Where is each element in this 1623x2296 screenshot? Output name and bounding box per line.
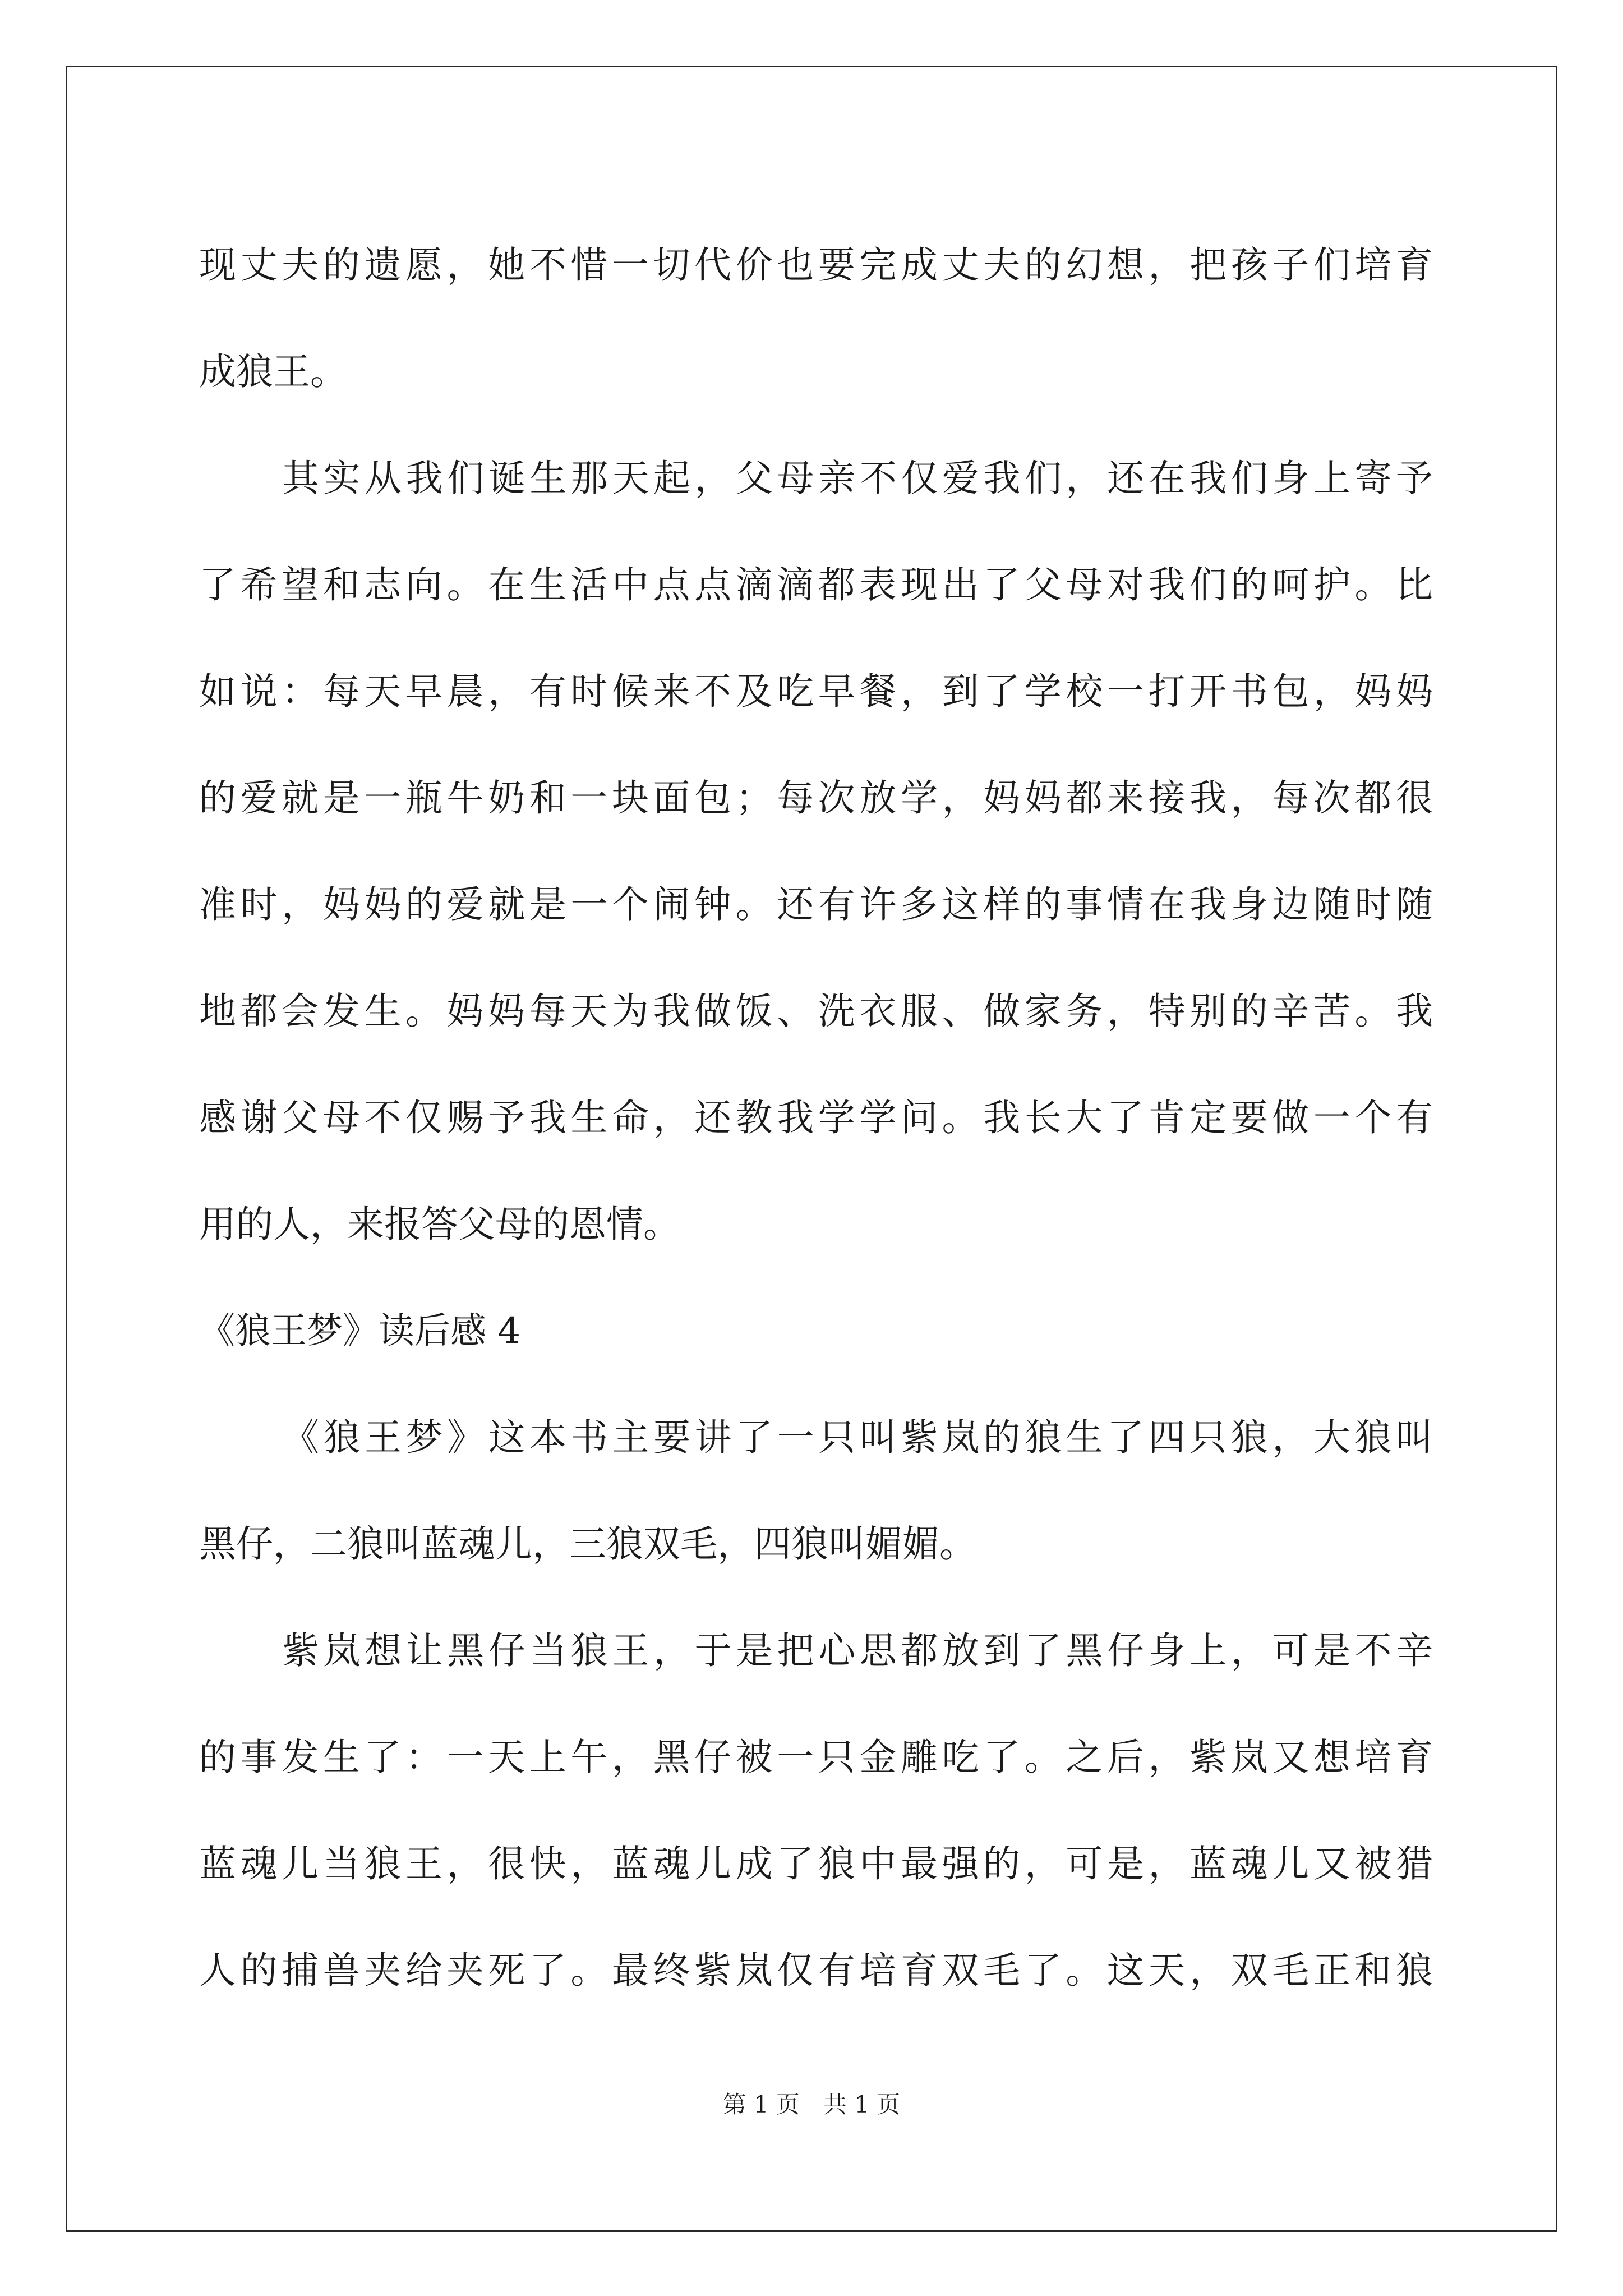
text-line: 人的捕兽夹给夹死了。最终紫岚仅有培育双毛了。这天，双毛正和狼 (199, 1949, 1433, 1992)
text-line: 用的人，来报答父母的恩情。 (199, 1203, 680, 1246)
text-line: 准时，妈妈的爱就是一个闹钟。还有许多这样的事情在我身边随时随 (199, 883, 1433, 926)
text-line: 地都会发生。妈妈每天为我做饭、洗衣服、做家务，特别的辛苦。我 (199, 990, 1433, 1033)
text-line: 紫岚想让黑仔当狼王，于是把心思都放到了黑仔身上，可是不辛 (282, 1629, 1433, 1672)
text-line: 成狼王。 (199, 350, 347, 393)
text-line: 了希望和志向。在生活中点点滴滴都表现出了父母对我们的呵护。比 (199, 563, 1433, 606)
text-line: 黑仔，二狼叫蓝魂儿，三狼双毛，四狼叫媚媚。 (199, 1522, 976, 1566)
text-line: 现丈夫的遗愿，她不惜一切代价也要完成丈夫的幻想，把孩子们培育 (199, 243, 1433, 287)
text-line: 其实从我们诞生那天起，父母亲不仅爱我们，还在我们身上寄予 (282, 457, 1433, 500)
text-line: 感谢父母不仅赐予我生命，还教我学学问。我长大了肯定要做一个有 (199, 1096, 1433, 1139)
page-footer: 第 1 页 共 1 页 (722, 2091, 901, 2118)
text-line: 《狼王梦》这本书主要讲了一只叫紫岚的狼生了四只狼，大狼叫 (282, 1416, 1433, 1459)
text-line: 蓝魂儿当狼王，很快，蓝魂儿成了狼中最强的，可是，蓝魂儿又被猎 (199, 1842, 1433, 1885)
text-line: 的爱就是一瓶牛奶和一块面包；每次放学，妈妈都来接我，每次都很 (199, 776, 1433, 820)
document-body (199, 212, 1433, 2024)
text-line: 如说：每天早晨，有时候来不及吃早餐，到了学校一打开书包，妈妈 (199, 670, 1433, 713)
text-line: 的事发生了：一天上午，黑仔被一只金雕吃了。之后，紫岚又想培育 (199, 1736, 1433, 1779)
section-heading: 《狼王梦》读后感 4 (199, 1310, 521, 1352)
